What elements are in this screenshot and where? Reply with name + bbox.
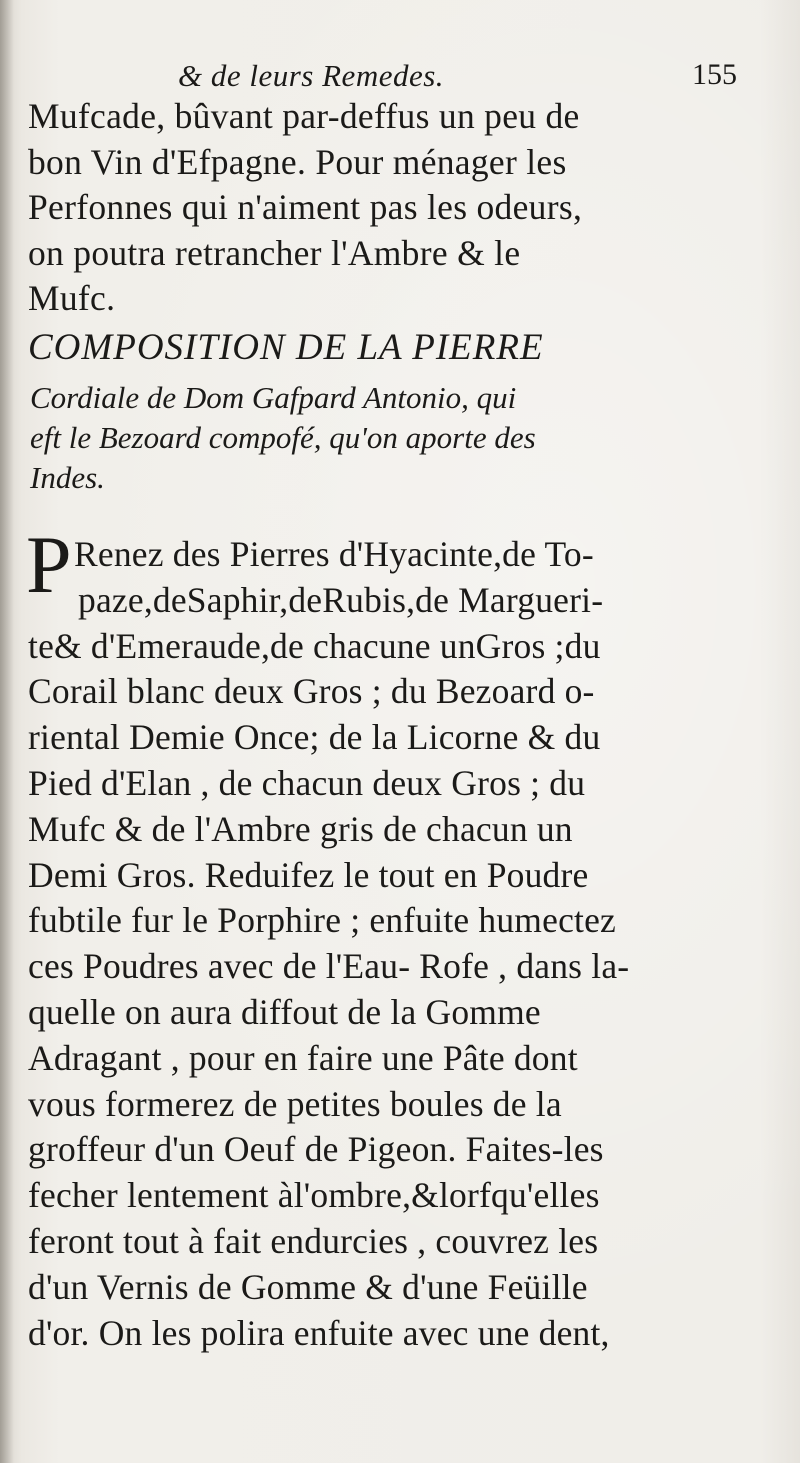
text-line: d'or. On les polira enfuite avec une dent, — [28, 1312, 610, 1353]
text-line: te& d'Emeraude,de chacune unGros ;du — [28, 625, 601, 666]
text-line: feront tout à fait endurcies , couvrez les — [28, 1220, 599, 1261]
text-line: Corail blanc deux Gros ; du Bezoard o- — [28, 671, 595, 712]
text-line: groffeur d'un Oeuf de Pigeon. Faites-les — [28, 1129, 604, 1170]
section-subheading — [30, 378, 770, 498]
intro-paragraph — [28, 94, 768, 322]
text-line: Renez des Pierres d'Hyacinte,de To- — [74, 534, 594, 574]
running-header-title: & de leurs Remedes. — [178, 58, 445, 93]
text-line: Pied d'Elan , de chacun deux Gros ; du — [28, 762, 586, 803]
running-header — [0, 58, 800, 98]
subheading-line: Cordiale de Dom Gafpard Antonio, qui — [30, 380, 517, 415]
text-line: Mufcade, bûvant par-deffus un peu de — [28, 96, 580, 136]
text-line: Mufc. — [28, 278, 116, 318]
text-line: Perfonnes qui n'aiment pas les odeurs, — [28, 187, 583, 227]
text-line: on poutra retrancher l'Ambre & le — [28, 232, 521, 273]
text-line: vous formerez de petites boules de la — [28, 1083, 562, 1124]
text-line: Demi Gros. Reduifez le tout en Poudre — [28, 854, 589, 895]
text-line: Adragant , pour en faire une Pâte dont — [28, 1037, 578, 1078]
subheading-line: Indes. — [30, 460, 105, 495]
text-line: fecher lentement àl'ombre,&lorfqu'elles — [28, 1175, 600, 1216]
section-heading: COMPOSITION DE LA PIERRE — [28, 327, 544, 368]
text-line: quelle on aura diffout de la Gomme — [28, 991, 541, 1032]
text-line: paze,deSaphir,deRubis,de Margueri- — [78, 579, 604, 620]
recipe-paragraph — [26, 519, 773, 1356]
page-number: 155 — [692, 58, 737, 91]
text-line: bon Vin d'Efpagne. Pour ménager les — [28, 141, 567, 182]
text-line: d'un Vernis de Gomme & d'une Feüille — [28, 1266, 588, 1307]
drop-cap: P — [26, 519, 72, 610]
subheading-line: eft le Bezoard compofé, qu'on aporte des — [30, 420, 536, 455]
text-line: fubtile fur le Porphire ; enfuite humectez — [28, 900, 617, 941]
text-line: ces Poudres avec de l'Eau- Rofe , dans la- — [28, 946, 630, 987]
text-line: Mufc & de l'Ambre gris de chacun un — [28, 808, 573, 849]
page-gutter-shadow — [0, 0, 14, 1463]
text-line: riental Demie Once; de la Licorne & du — [28, 717, 601, 758]
